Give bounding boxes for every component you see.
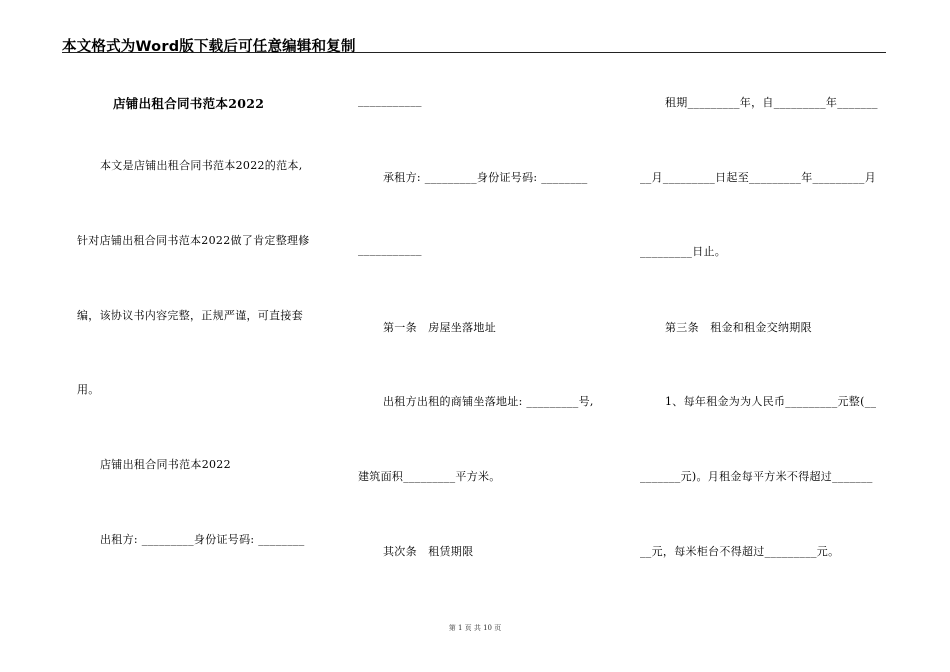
col3-line: 第三条 租金和租金交纳期限: [665, 321, 812, 334]
col1-line: 出租方: _________身份证号码: ________: [100, 533, 305, 546]
col1-line: 店铺出租合同书范本2022: [100, 458, 231, 471]
col2-line: 承租方: _________身份证号码: ________: [383, 171, 588, 184]
col2-line: 建筑面积_________平方米。: [358, 470, 501, 483]
col2-line: 其次条 租赁期限: [383, 545, 474, 558]
page-number: 第 1 页 共 10 页: [448, 624, 502, 632]
col3-line: __月_________日起至_________年_________月: [640, 171, 876, 184]
header-banner: 本文格式为Word版下载后可任意编辑和复制: [62, 39, 356, 55]
document-title: 店铺出租合同书范本2022: [113, 96, 265, 111]
col1-line: 本文是店铺出租合同书范本2022的范本,: [100, 159, 303, 172]
col2-line: 第一条 房屋坐落地址: [383, 321, 496, 334]
col1-line: 针对店铺出租合同书范本2022做了肯定整理修: [77, 234, 310, 247]
col2-line: 出租方出租的商铺坐落地址: _________号,: [383, 395, 594, 408]
col1-line: 用。: [77, 383, 100, 396]
col3-line: _______元)。月租金每平方米不得超过_______: [640, 470, 873, 483]
col3-line: _________日止。: [640, 245, 727, 258]
col3-line: __元，每米柜台不得超过_________元。: [640, 545, 840, 558]
col3-line: 1、每年租金为为人民币_________元整(__: [665, 395, 877, 408]
col2-line: ___________: [358, 243, 422, 256]
col3-line: 租期_________年，自_________年_______: [665, 96, 878, 109]
col1-line: 编，该协议书内容完整，正规严谨，可直接套: [77, 309, 303, 322]
header-rule: [62, 52, 886, 53]
col2-line: ___________: [358, 94, 422, 107]
